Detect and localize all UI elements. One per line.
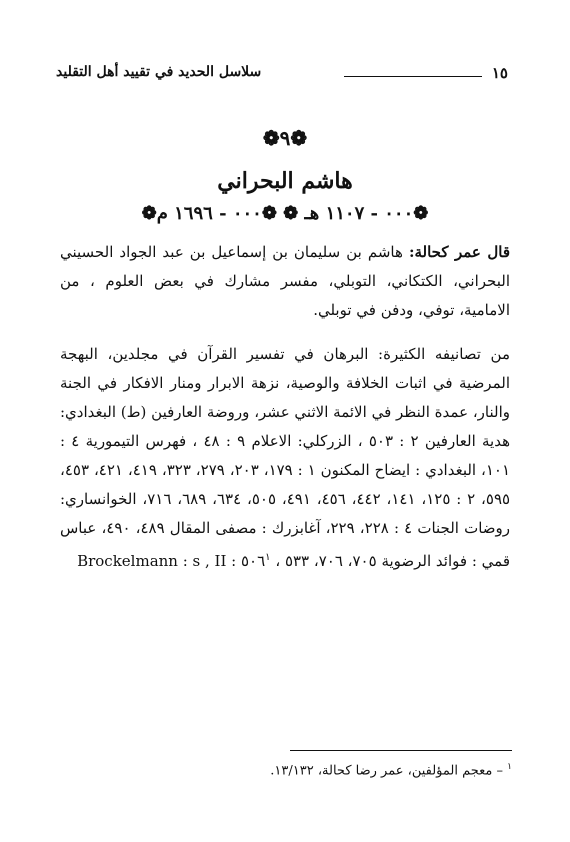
entry-title: هاشم البحراني xyxy=(217,168,353,194)
footnote-number: ١ xyxy=(507,762,512,772)
footnote-rule xyxy=(290,750,512,751)
brockelmann-reference: Brockelmann : s , II : ٥٠٦ xyxy=(77,552,266,570)
source-lead: قال عمر كحالة: xyxy=(408,243,510,261)
footnote xyxy=(62,762,512,778)
biography-text: هاشم بن سليمان بن إسماعيل بن عبد الجواد الحسيني البحراني، الكتكاني، التوبلي، مفسر مشارك في بعض العلوم ، من الامامية، توفي، ودفن في توبلي. xyxy=(60,243,510,319)
footnote-marker: ١ xyxy=(265,552,271,563)
running-title: سلاسل الحديد في تقييد أهل التقليد xyxy=(56,64,262,80)
works-text: من تصانيفه الكثيرة: البرهان في تفسير القرآن في مجلدين، البهجة المرضية في اثبات الخلافة والوصية، نزهة الابرار ومنار الافكار في الجنة والنار، عمدة النظر في الائمة الاثني عشر، وروضة العارفين (ط) البغدادي: هدية العارفين ٢ : ٥٠٣ ، الزركلي: الاعلام ٩ : ٤٨ ، فهرس التيمورية ٤ : ١٠١، البغدادي : ايضاح المكنون ١ : ١٧٩، ٢٠٣، ٢٧٩، ٣٢٣، ٤١٩، ٤٢١، ٤٥٣، ٥٩٥، ٢ : ١٢٥، ١٤١، ٤٤٢، ٤٥٦، ٤٩١، ٥٠٥، ٦٣٤، ٦٨٩، ٧١٦، الخوانساري: روضات الجنات ٤ : ٢٢٨، ٢٢٩، آغابزرك : مصفى المقال ٤٨٩، ٤٩٠، عباس قمي : فوائد الرضوية ٧٠٥، ٧٠٦، ٥٣٣ ، xyxy=(60,345,511,570)
page-header xyxy=(56,62,508,86)
header-rule xyxy=(344,76,482,77)
footnote-text: – معجم المؤلفين، عمر رضا كحالة، ١٣/١٣٢. xyxy=(270,763,508,779)
entry-dates: ❁٠٠٠ - ١١٠٧ هـ ❁ ❁٠٠٠ - ١٦٩٦ م❁ xyxy=(141,203,429,224)
works-paragraph xyxy=(60,340,510,576)
biography-paragraph xyxy=(60,238,510,325)
entry-number: ❁٩❁ xyxy=(262,126,308,150)
page-number: ١٥ xyxy=(491,64,508,82)
